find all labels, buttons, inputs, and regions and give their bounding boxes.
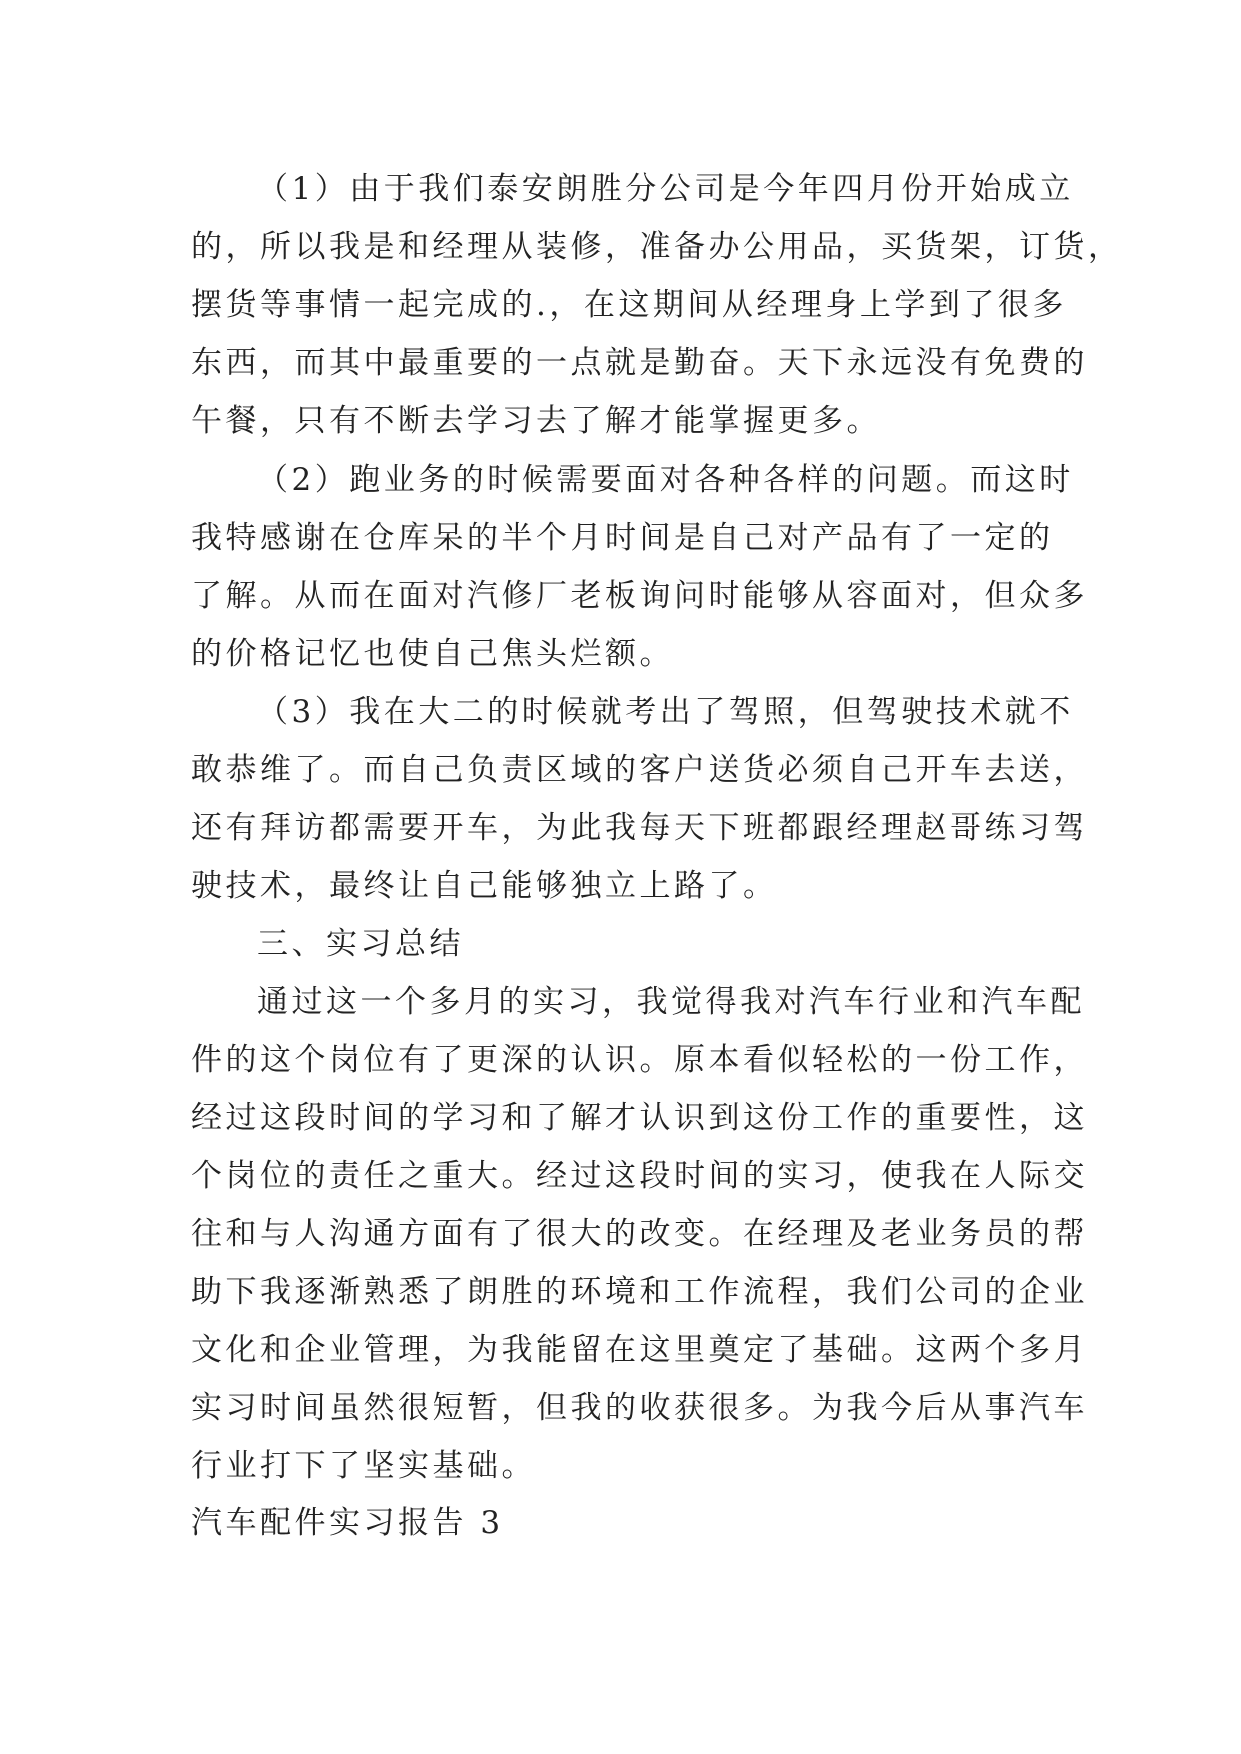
paragraph-line: （3）我在大二的时候就考出了驾照，但驾驶技术就不 [257, 694, 1074, 730]
paragraph-line: 通过这一个多月的实习，我觉得我对汽车行业和汽车配 [257, 984, 1085, 1020]
paragraph-line: 摆货等事情一起完成的.，在这期间从经理身上学到了很多 [191, 287, 1067, 323]
paragraph-line: 助下我逐渐熟悉了朗胜的环境和工作流程，我们公司的企业 [191, 1274, 1088, 1310]
report-title [191, 1494, 1071, 1552]
paragraph-line: 东西，而其中最重要的一点就是勤奋。天下永远没有免费的 [191, 345, 1088, 381]
paragraph-line: 实习时间虽然很短暂，但我的收获很多。为我今后从事汽车 [191, 1390, 1088, 1426]
paragraph-line: 我特感谢在仓库呆的半个月时间是自己对产品有了一定的 [191, 520, 1054, 556]
paragraph-line: （1）由于我们泰安朗胜分公司是今年四月份开始成立 [257, 171, 1074, 207]
paragraph-line: 的，所以我是和经理从装修，准备办公用品，买货架，订货， [191, 229, 1123, 265]
paragraph-line: 了解。从而在面对汽修厂老板询问时能够从容面对，但众多 [191, 578, 1088, 614]
paragraph-line: 敢恭维了。而自己负责区域的客户送货必须自己开车去送， [191, 752, 1088, 788]
report-title-text: 汽车配件实习报告 3 [191, 1505, 504, 1541]
paragraph-line: 行业打下了坚实基础。 [191, 1448, 536, 1484]
paragraph-internship-summary [191, 973, 1088, 1495]
paragraph-line: 经过这段时间的学习和了解才认识到这份工作的重要性，这 [191, 1100, 1088, 1136]
section-heading-text: 三、实习总结 [257, 926, 464, 962]
paragraph-line: 午餐，只有不断去学习去了解才能掌握更多。 [191, 403, 881, 439]
section-heading [191, 915, 1071, 973]
paragraph-line: 还有拜访都需要开车，为此我每天下班都跟经理赵哥练习驾 [191, 810, 1088, 846]
paragraph-line: 件的这个岗位有了更深的认识。原本看似轻松的一份工作， [191, 1042, 1088, 1078]
paragraph-internship-experience-2 [191, 451, 1088, 683]
paragraph-internship-experience-1 [191, 160, 1123, 450]
paragraph-line: （2）跑业务的时候需要面对各种各样的问题。而这时 [257, 462, 1074, 498]
paragraph-line: 的价格记忆也使自己焦头烂额。 [191, 636, 674, 672]
paragraph-line: 文化和企业管理，为我能留在这里奠定了基础。这两个多月 [191, 1332, 1088, 1368]
paragraph-internship-experience-3 [191, 683, 1088, 915]
paragraph-line: 个岗位的责任之重大。经过这段时间的实习，使我在人际交 [191, 1158, 1088, 1194]
paragraph-line: 驶技术，最终让自己能够独立上路了。 [191, 868, 778, 904]
paragraph-line: 往和与人沟通方面有了很大的改变。在经理及老业务员的帮 [191, 1216, 1088, 1252]
